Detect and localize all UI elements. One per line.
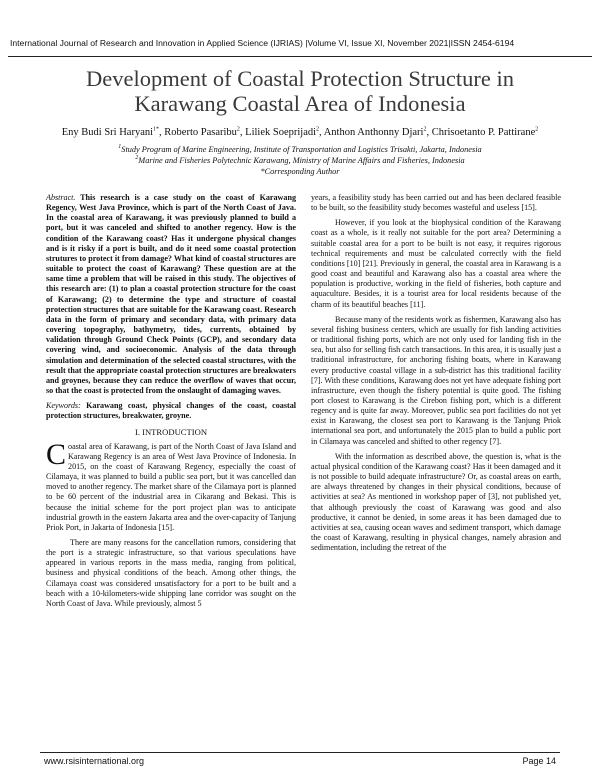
affiliation-text: Marine and Fisheries Polytechnic Karawang, Ministry of Marine Affairs and Fisheries, Indonesia [138,156,465,165]
body-paragraph-1: years, a feasibility study has been carried out and has been declared feasible to be built, so the feasibility study becomes wasteful and useless [15]. [311,193,561,213]
author-name: Liliek Soeprijadi [245,127,317,138]
author-superscript: 1* [153,126,160,133]
drop-cap: C [46,437,67,471]
intro-paragraph-2: There are many reasons for the cancellation rumors, considering that the port is a strategic infrastructure, so that various speculations have appeared in various reports in the mass media, ranging from political, business and physical conditions of the beach. Among other things, the Cilamaya coast was considered unsatisfactory for a port to be built and a beach with a 10-kilometers-wide shipping lane corridor was sought on the North Coast of Java. While previously, almost 5 [46,538,296,608]
affiliation-text: Study Program of Marine Engineering, Institute of Transportation and Logistics Trisakti, Jakarta, Indonesia [121,145,482,154]
intro-paragraph-1-text: oastal area of Karawang, is part of the North Coast of Java Island and Karawang Regency is an area of West Java Province of Indonesia. In 2015, on the coast of Karawang Regency, especially the coast of Cilamaya, it was planned to build a public sea port, but it was cancelled dan moved to another regency. The market share of the Cilamaya port is planned to be 60 percent of the industrial area in Cikarang and Bekasi. This is because the initial scheme for the port project plan was to anticipate industrial growth in the eastern Jakarta area and the over-capacity of Tanjung Priok Port, in Jakarta of Indonesia [15]. [46,441,296,532]
author-superscript: 2 [236,126,240,133]
author-name: Chrisoetanto P. Pattirane [431,127,536,138]
abstract-label: Abstract. [46,193,76,202]
body-paragraph-2: However, if you look at the biophysical condition of the Karawang coast as a whole, is it really not suitable for the port area? Determining a suitable coastal area for a port to be built is not easy, it requires rigorous technical requirements and must be calculated correctly with the field conditions [10] [21]. Previously in general, the coastal area in Karawang is a good coast and beautiful and Karawang also has a coastal area where the population is productive, working in the field of fisheries, both capture and aquaculture. Besides, it is a tourist area for local residents because of the charm of its beautiful beaches [11]. [311,218,561,309]
author-superscript: 2 [316,126,320,133]
keywords-label: Keywords: [46,401,81,411]
author-name: Eny Budi Sri Haryani [61,127,154,138]
author-name: Anthon Anthonny Djari [323,127,424,138]
section-heading-introduction: I. INTRODUCTION [134,427,208,438]
affiliation-superscript: 1 [118,144,122,151]
body-paragraph-4: With the information as described above, the question is, what is the actual physical condition of the Karawang coast? Has it been damaged and it is not possible to build adequate infrastructure? Or, as coastal areas on earth, are always threatened by changes in their physical conditions, because of activities at sea? As mentioned in workshop paper of [3], not published yet, that although previously the coast of Karawang was good and also productive, it cannot be denied, in some areas it has been damaged due to activities at sea, causing ocean waves and sediment transport, which damage the coast of Karawang, resulting in physical changes, namely abrasion and sedimentation, including the retreat of the [311,451,561,553]
author-superscript: 2 [535,126,539,133]
author-superscript: 2 [423,126,427,133]
author-name: Roberto Pasaribu [164,127,237,138]
paper-title: Development of Coastal Protection Structure in Karawang Coastal Area of Indonesia [85,66,515,116]
journal-header: International Journal of Research and Innovation in Applied Science (IJRIAS) |Volume VI, Issue XI, November 2021|ISSN 2454-6194 [10,38,515,48]
keywords-text: Karawang coast, physical changes of the coast, coastal protection structures, breakwater, groyne. [46,401,296,421]
body-paragraph-3: Because many of the residents work as fishermen, Karawang also has several fishing business centers, which are usually for fish landing activities or traditional fishing ports, which are not only used for landing fish in the sea, but also for selling fish catch transactions. In this area, it is usually just a traditional infrastructure, for anchoring fishing boats, where in Karawang every productive coastal village in a sub-district has this traditional facility [7]. With these conditions, Karawang does not yet have adequate fishing port infrastructure, even though the fishery potential is quite good. The fishing port closest to Karawang is the Cirebon fishing port, which is a different regency and is quite far away. Moreover, public sea port facilities do not yet exist in Karawang, the closest sea port to Karawang is the Tanjung Priok international sea port, and unfortunately the 2015 plan to build a public port in Cilamaya was canceled and shifted to other regency [7]. [311,314,561,446]
right-column [311,193,561,745]
abstract [46,193,296,396]
footer-website: www.rsisinternational.org [44,756,145,766]
footer-divider [40,752,560,753]
abstract-text: This research is a case study on the coast of Karawang Regency, West Java Province, which is part of the North Coast of Java. In the coastal area of Karawang, it was previously planned to build a port, but it was canceled and shifted to another regency. How is the condition of the Karawang coast? Has it undergone physical changes and is it risky if a port is built, and do it need some coastal protection strutures to protect it from damage? What kind of coastal structures are suitable to protect the coast of Karawang? These question are at the same time a problem that will be raised in this study. The objectives of this research are: (1) to plan a coastal protection structure for the coast of Karawang; (2) to determine the type and structure of coastal protection structures that are suitable for the Karawang coast. Research data in the form of primary and secondary data, with primary data covering topography, bathymetry, tides, currents, obtained by validation through Ground Check Points (GCP), and secondary data covering wind, and socioeconomic. Analysis of the data through simulation and determination of the selected coastal structures, with the result that the appropriate coastal protection structures are breakwaters and groynes, because they can reduce the overflow of waves that occur, so that the coast is protected from the onslaught of damaging waves. [46,193,296,395]
keywords [46,401,296,421]
affiliation-text: *Corresponding Author [260,167,340,176]
corresponding-author-note [20,167,580,176]
intro-paragraph-1 [46,437,296,533]
header-divider [8,56,592,57]
affiliation-superscript: 2 [135,155,139,162]
affiliation-2 [20,156,580,165]
author-list: Eny Budi Sri Haryani$^{1*}$, Roberto Pasaribu$^2$, Liliek Soeprijadi$^2$, Anthon Anthonny Djari$^2$, Chrisoetanto P. Pattirane$^2$ [61,126,539,138]
left-column [46,193,296,745]
page-number: Page 14 [522,756,556,766]
affiliation-1 [20,145,580,154]
